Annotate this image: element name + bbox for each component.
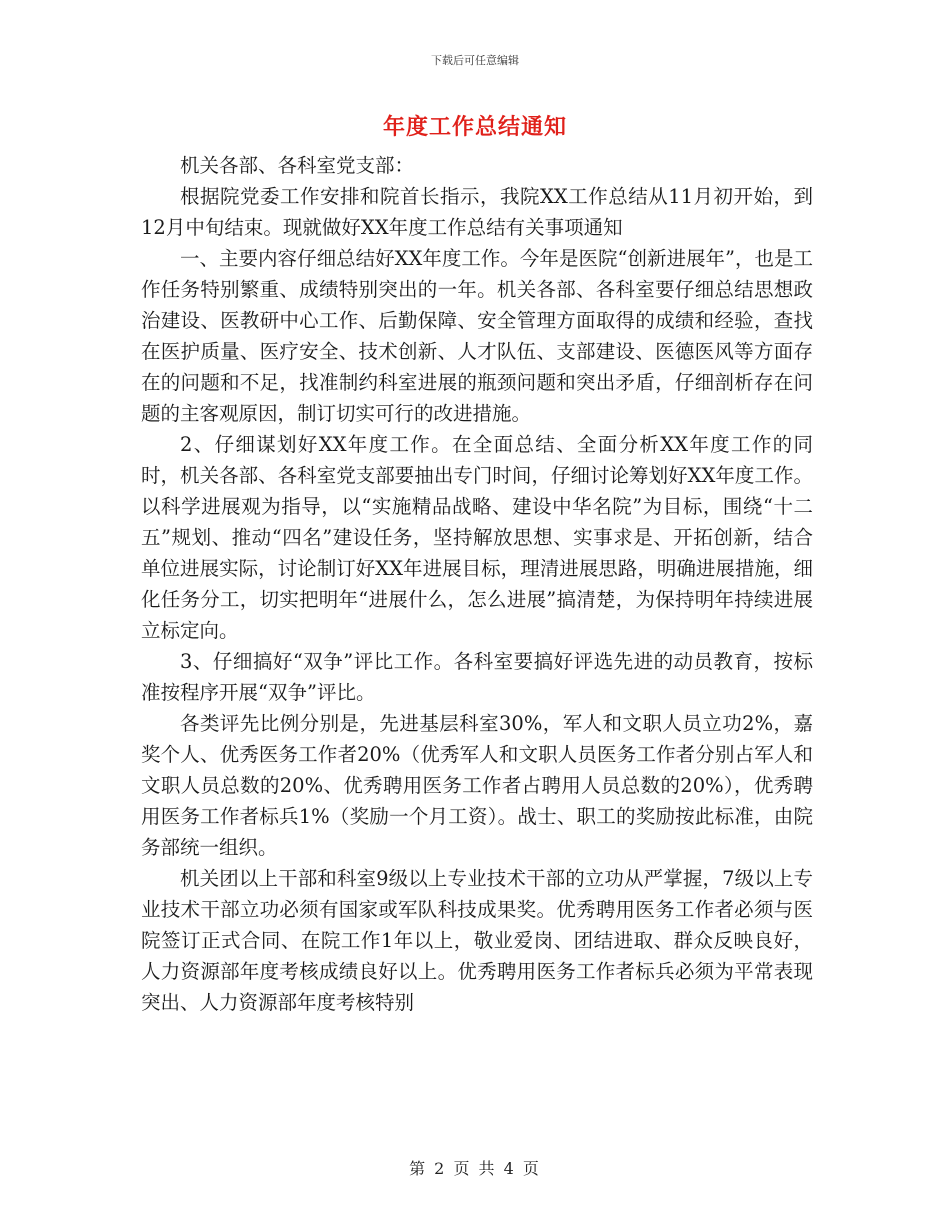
page-header-note: 下载后可任意编辑 <box>431 54 519 67</box>
award-ratio-paragraph: 各类评先比例分别是，先进基层科室30%，军人和文职人员立功2%，嘉奖个人、优秀医务工作者20%（优秀军人和文职人员医务工作者分别占军人和文职人员总数的20%、优秀聘用医务工作者占聘用人员总数的20%），优秀聘用医务工作者标兵1%（奖励一个月工资）。战士、职工的奖励按此标准，由院务部统一组织。 <box>141 712 813 859</box>
award-criteria-paragraph: 机关团以上干部和科室9级以上专业技术干部的立功从严掌握，7级以上专业技术干部立功必须有国家或军队科技成果奖。优秀聘用医务工作者必须与医院签订正式合同、在院工作1年以上，敬业爱岗、团结进取、群众反映良好，人力资源部年度考核成绩良好以上。优秀聘用医务工作者标兵必须为平常表现突出、人力资源部年度考核特别 <box>141 867 813 1014</box>
document-title: 年度工作总结通知 <box>382 114 567 140</box>
page-footer-number: 第 2 页 共 4 页 <box>409 1159 541 1178</box>
salutation-paragraph: 机关各部、各科室党支部： <box>180 154 415 177</box>
document-body <box>141 150 813 1018</box>
section-3-paragraph: 3、仔细搞好“双争”评比工作。各科室要搞好评选先进的动员教育，按标准按程序开展“双争”评比。 <box>141 650 813 704</box>
section-2-paragraph: 2、仔细谋划好XX年度工作。在全面总结、全面分析XX年度工作的同时，机关各部、各科室党支部要抽出专门时间，仔细讨论筹划好XX年度工作。以科学进展观为指导，以“实施精品战略、建设中华名院”为目标，围绕“十二五”规划、推动“四名”建设任务，坚持解放思想、实事求是、开拓创新，结合单位进展实际，讨论制订好XX年进展目标，理清进展思路，明确进展措施，细化任务分工，切实把明年“进展什么，怎么进展”搞清楚，为保持明年持续进展立标定向。 <box>141 433 813 642</box>
section-1-paragraph: 一、主要内容仔细总结好XX年度工作。今年是医院“创新进展年”，也是工作任务特别繁重、成绩特别突出的一年。机关各部、各科室要仔细总结思想政治建设、医教研中心工作、后勤保障、安全管理方面取得的成绩和经验，查找在医护质量、医疗安全、技术创新、人才队伍、支部建设、医德医风等方面存在的问题和不足，找准制约科室进展的瓶颈问题和突出矛盾，仔细剖析存在问题的主客观原因，制订切实可行的改进措施。 <box>141 247 813 425</box>
intro-paragraph: 根据院党委工作安排和院首长指示，我院XX工作总结从11月初开始，到12月中旬结束。现就做好XX年度工作总结有关事项通知 <box>141 185 813 239</box>
